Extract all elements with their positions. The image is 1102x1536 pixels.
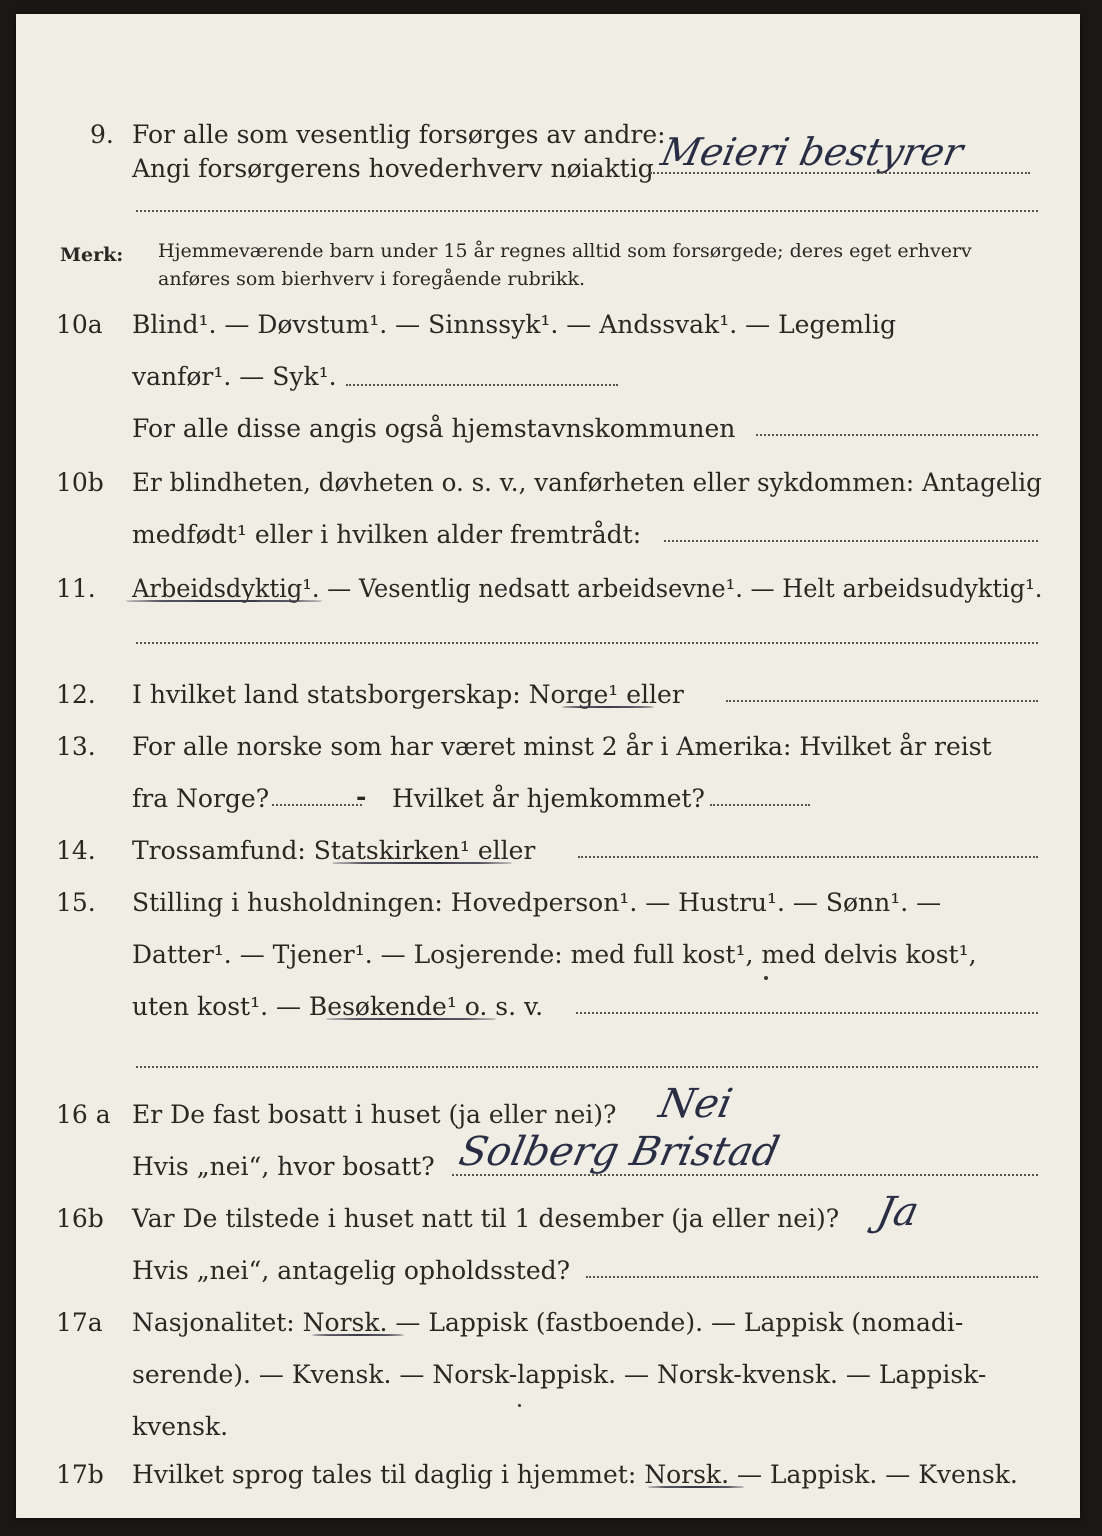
- q9-line1: For alle som vesentlig forsørges av andre:: [132, 120, 666, 149]
- q13-reist-line: [272, 804, 362, 806]
- merk-line1: Hjemmeværende barn under 15 år regnes alltid som forsørgede; deres eget erhverv: [158, 240, 972, 262]
- q15-underline-mark: [326, 1018, 496, 1020]
- q13-line2a: fra Norge?: [132, 784, 270, 813]
- q10b-line1: Er blindheten, døvheten o. s. v., vanførheten eller sykdommen: Antagelig: [132, 468, 1042, 497]
- q9-number: 9.: [90, 120, 114, 149]
- q17b-line1: Hvilket sprog tales til daglig i hjemmet: Norsk. — Lappisk. — Kvensk.: [132, 1460, 1018, 1489]
- q10a-line2: vanfør¹. — Syk¹.: [132, 362, 337, 391]
- q15-number: 15.: [56, 888, 96, 917]
- q9-handwritten-answer[interactable]: Meieri bestyrer: [657, 130, 967, 174]
- q10a-hjemstavn-line: [756, 434, 1038, 436]
- q9-answer-line: [650, 172, 1030, 174]
- q16a-line1: Er De fast bosatt i huset (ja eller nei)?: [132, 1100, 617, 1129]
- merk-line2: anføres som bierhverv i foregående rubrikk.: [158, 268, 586, 290]
- q13-hjemkommet-line: [710, 804, 810, 806]
- q17a-number: 17a: [56, 1308, 103, 1337]
- q12-underline-mark: [562, 706, 654, 708]
- q15-answer-line: [576, 1012, 1038, 1014]
- q10b-number: 10b: [56, 468, 104, 497]
- q15-line3: uten kost¹. — Besøkende¹ o. s. v.: [132, 992, 544, 1021]
- q17b-number: 17b: [56, 1460, 104, 1489]
- q10a-number: 10a: [56, 310, 103, 339]
- merk-label: Merk:: [60, 244, 124, 266]
- q14-underline-mark: [332, 862, 512, 864]
- q11-number: 11.: [56, 574, 96, 603]
- q16b-line1: Var De tilstede i huset natt til 1 desember (ja eller nei)?: [132, 1204, 840, 1233]
- q11-line1: Arbeidsdyktig¹. — Vesentlig nedsatt arbeidsevne¹. — Helt arbeidsudyktig¹.: [132, 574, 1043, 603]
- q12-answer-line: [726, 700, 1038, 702]
- q10b-line2: medfødt¹ eller i hvilken alder fremtrådt:: [132, 520, 642, 549]
- q17a-line3: kvensk.: [132, 1412, 229, 1441]
- q17b-underline-mark: [648, 1486, 744, 1488]
- q15-line1: Stilling i husholdningen: Hovedperson¹. — Hustru¹. — Sønn¹. —: [132, 888, 942, 917]
- q10a-line3: For alle disse angis også hjemstavnskommunen: [132, 414, 736, 443]
- q11-underline-mark: [126, 600, 322, 602]
- q16a-line2: Hvis „nei“, hvor bosatt?: [132, 1152, 435, 1181]
- q13-line2b: Hvilket år hjemkommet?: [392, 784, 705, 813]
- q13-dash: -: [356, 782, 367, 811]
- q11-extra-line: [136, 642, 1038, 644]
- q16b-answer-line: [586, 1276, 1038, 1278]
- q10a-line1: Blind¹. — Døvstum¹. — Sinnssyk¹. — Andssvak¹. — Legemlig: [132, 310, 896, 339]
- q13-number: 13.: [56, 732, 96, 761]
- q16a-answer-line: [452, 1174, 1038, 1176]
- q10b-answer-line: [664, 540, 1038, 542]
- q16b-number: 16b: [56, 1204, 104, 1233]
- q17a-line1: Nasjonalitet: Norsk. — Lappisk (fastboende). — Lappisk (nomadi-: [132, 1308, 964, 1337]
- q16a-handwritten-answer2[interactable]: Solberg Bristad: [455, 1129, 784, 1175]
- q12-number: 12.: [56, 680, 96, 709]
- q17a-line2: serende). — Kvensk. — Norsk-lappisk. — Norsk-kvensk. — Lappisk-: [132, 1360, 987, 1389]
- q16a-handwritten-answer1[interactable]: Nei: [655, 1081, 737, 1127]
- q16b-line2: Hvis „nei“, antagelig opholdssted?: [132, 1256, 571, 1285]
- q12-line1: I hvilket land statsborgerskap: Norge¹ eller: [132, 680, 684, 709]
- q14-number: 14.: [56, 836, 96, 865]
- q15-ink-dot: [764, 976, 768, 980]
- q13-line1: For alle norske som har været minst 2 år i Amerika: Hvilket år reist: [132, 732, 992, 761]
- q9-line2: Angi forsørgerens hovederhverv nøiaktig: [132, 154, 654, 183]
- q14-line1: Trossamfund: Statskirken¹ eller: [132, 836, 536, 865]
- q10a-answer-line: [346, 384, 618, 386]
- q15-line2: Datter¹. — Tjener¹. — Losjerende: med full kost¹, med delvis kost¹,: [132, 940, 977, 969]
- q16b-handwritten-answer1[interactable]: Ja: [873, 1189, 923, 1235]
- q9-extra-line: [136, 210, 1038, 212]
- q15-extra-line: [136, 1066, 1038, 1068]
- q17a-underline-mark: [312, 1334, 404, 1336]
- census-form-page: [16, 14, 1080, 1518]
- q17a-ink-dot: [518, 1404, 521, 1407]
- q16a-number: 16 a: [56, 1100, 111, 1129]
- q14-answer-line: [578, 856, 1038, 858]
